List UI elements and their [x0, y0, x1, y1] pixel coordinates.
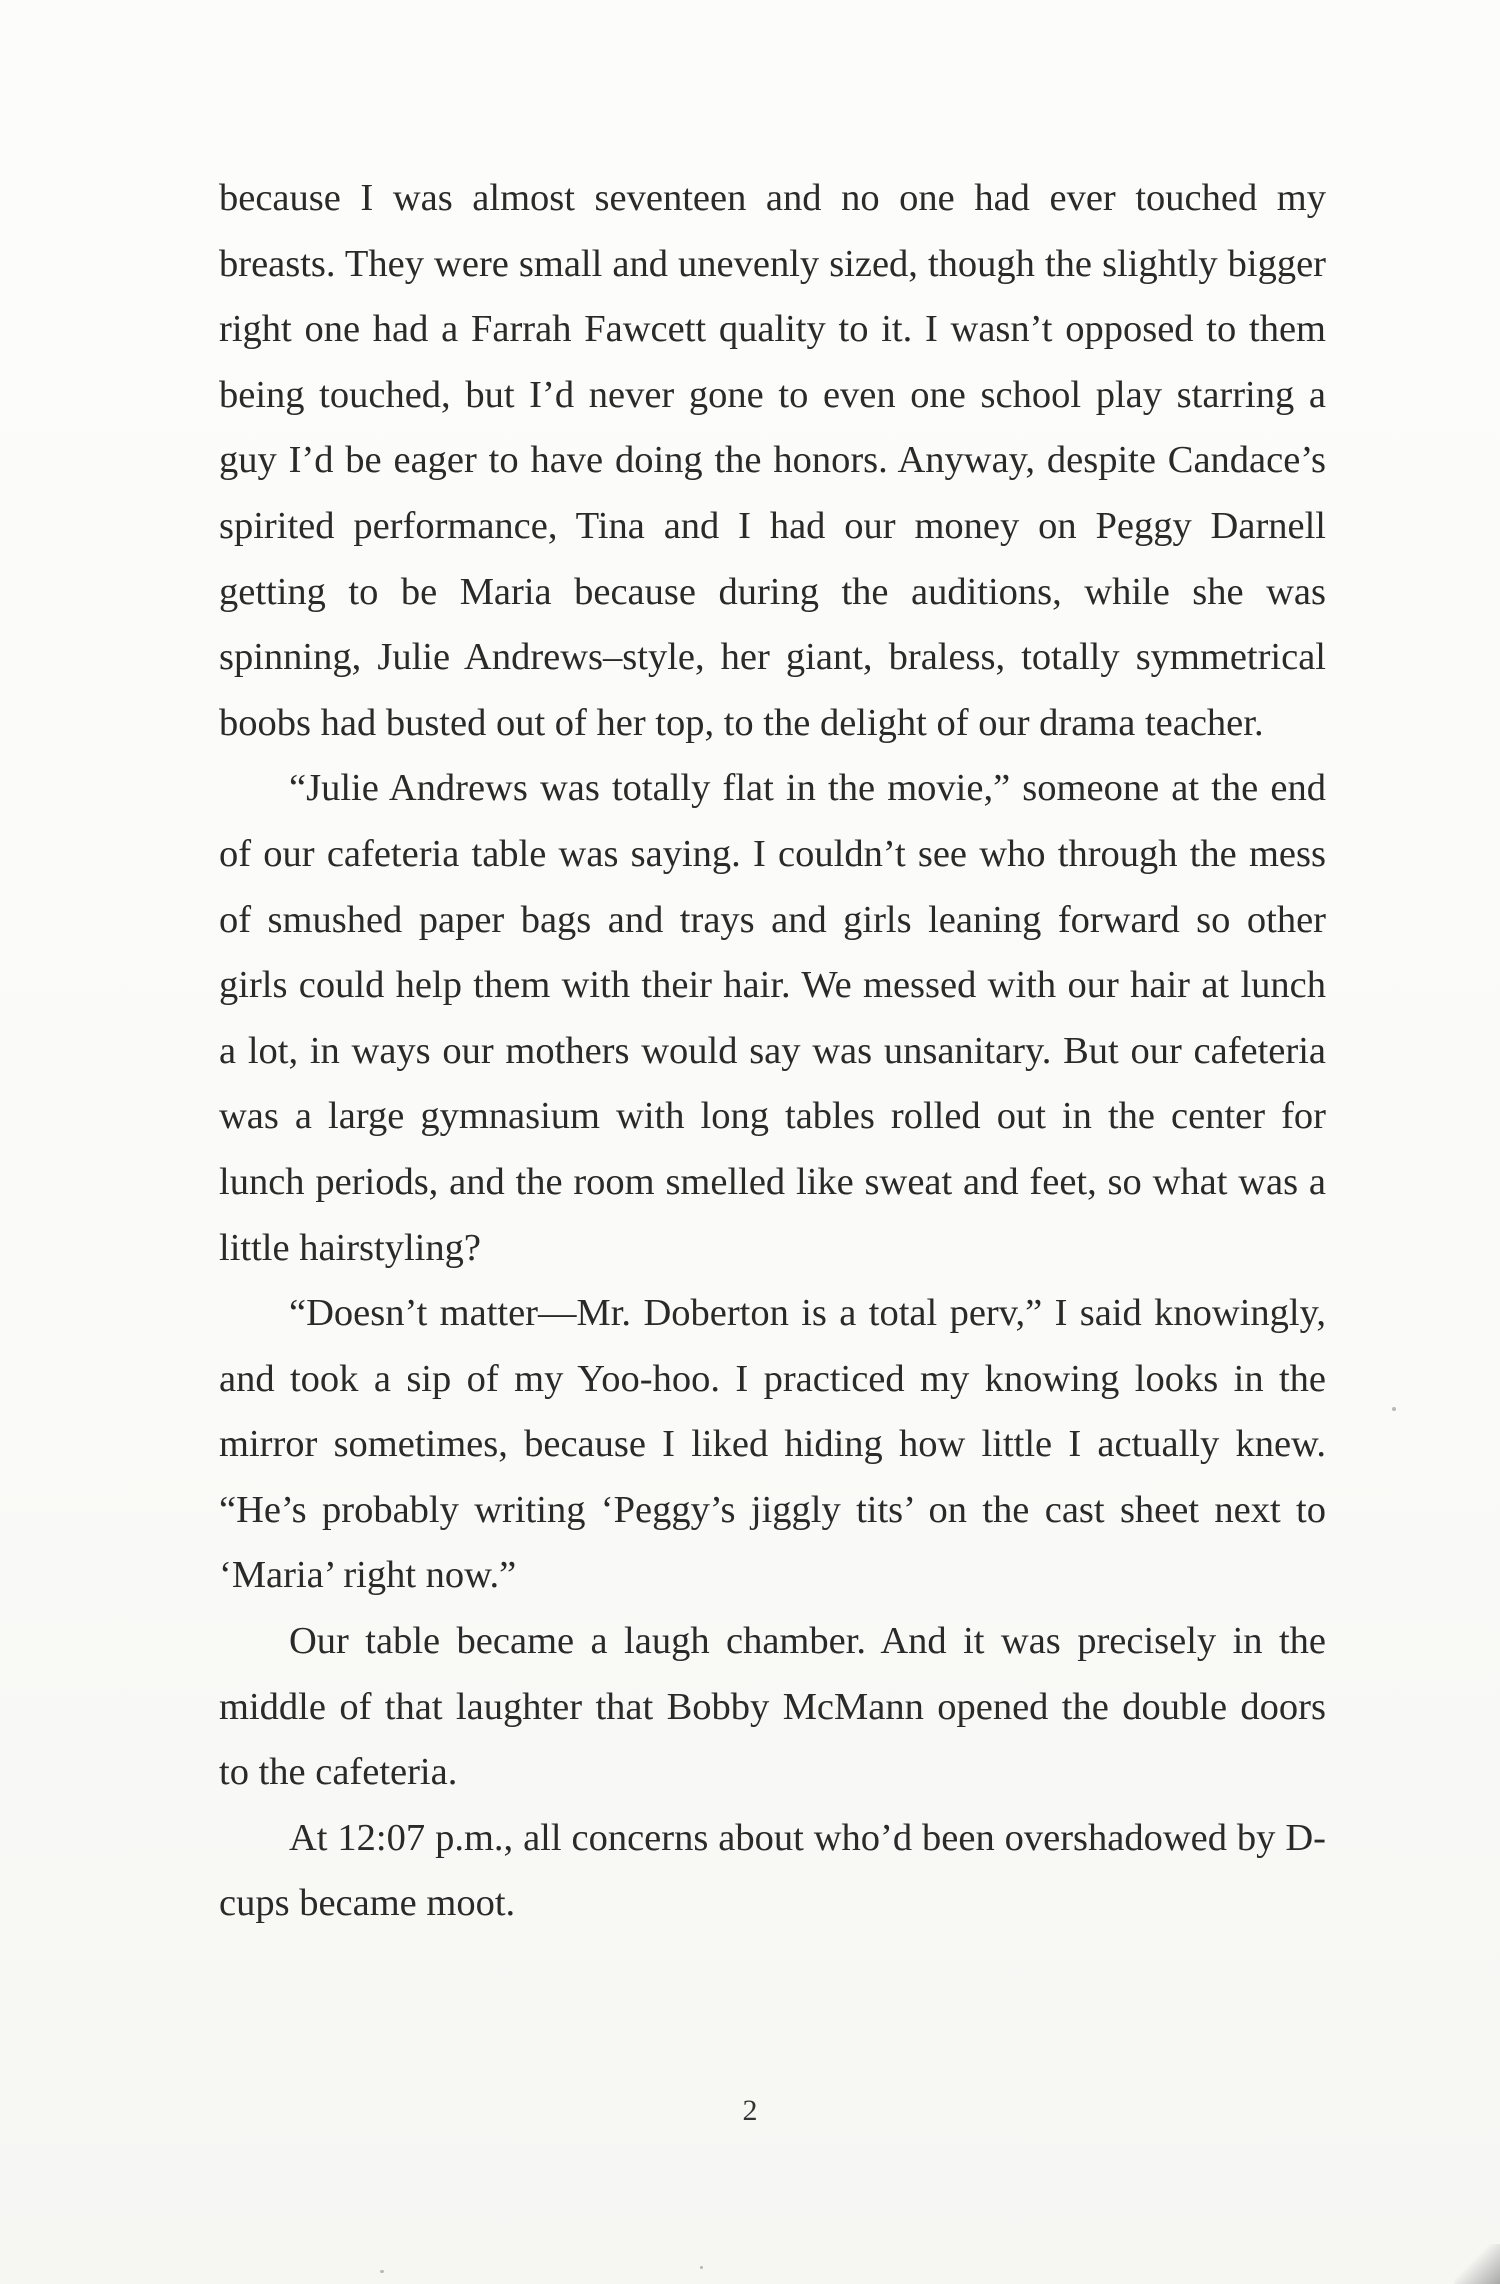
scan-speck [1392, 1407, 1396, 1411]
paragraph-5: At 12:07 p.m., all concerns about who’d been overshadowed by D-cups became moot. [219, 1816, 1326, 1925]
paragraph-4: Our table became a laugh chamber. And it was precisely in the middle of that laughter that Bobby McMann opened the double doors to the cafeteria. [219, 1620, 1326, 1794]
body-text [219, 166, 1326, 1937]
paragraph-3: “Doesn’t matter—Mr. Doberton is a total perv,” I said knowingly, and took a sip of my Yoo-hoo. I practiced my knowing looks in the mirror sometimes, because I liked hiding how little I actually knew. “He’s probably writing ‘Peggy’s jiggly tits’ on the cast sheet next to ‘Maria’ right now.” [219, 1292, 1326, 1597]
page-number: 2 [742, 2094, 758, 2127]
scan-corner-mark [1454, 2244, 1500, 2284]
scan-speck [700, 2266, 703, 2269]
paragraph-2: “Julie Andrews was totally flat in the movie,” someone at the end of our cafeteria table was saying. I couldn’t see who through the mess of smushed paper bags and trays and girls leaning forward so other girls could help them with their hair. We messed with our hair at lunch a lot, in ways our mothers would say was unsanitary. But our cafeteria was a large gymnasium with long tables rolled out in the center for lunch periods, and the room smelled like sweat and feet, so what was a little hairstyling? [219, 767, 1326, 1269]
paragraph-1: because I was almost seventeen and no one had ever touched my breasts. They were small and unevenly sized, though the slightly bigger right one had a Farrah Fawcett quality to it. I wasn’t opposed to them being touched, but I’d never gone to even one school play starring a guy I’d be eager to have doing the honors. Anyway, despite Candace’s spirited performance, Tina and I had our money on Peggy Darnell getting to be Maria because during the auditions, while she was spinning, Julie Andrews–style, her giant, braless, totally symmetrical boobs had busted out of her top, to the delight of our drama teacher. [219, 177, 1326, 744]
scan-speck [380, 2270, 384, 2273]
